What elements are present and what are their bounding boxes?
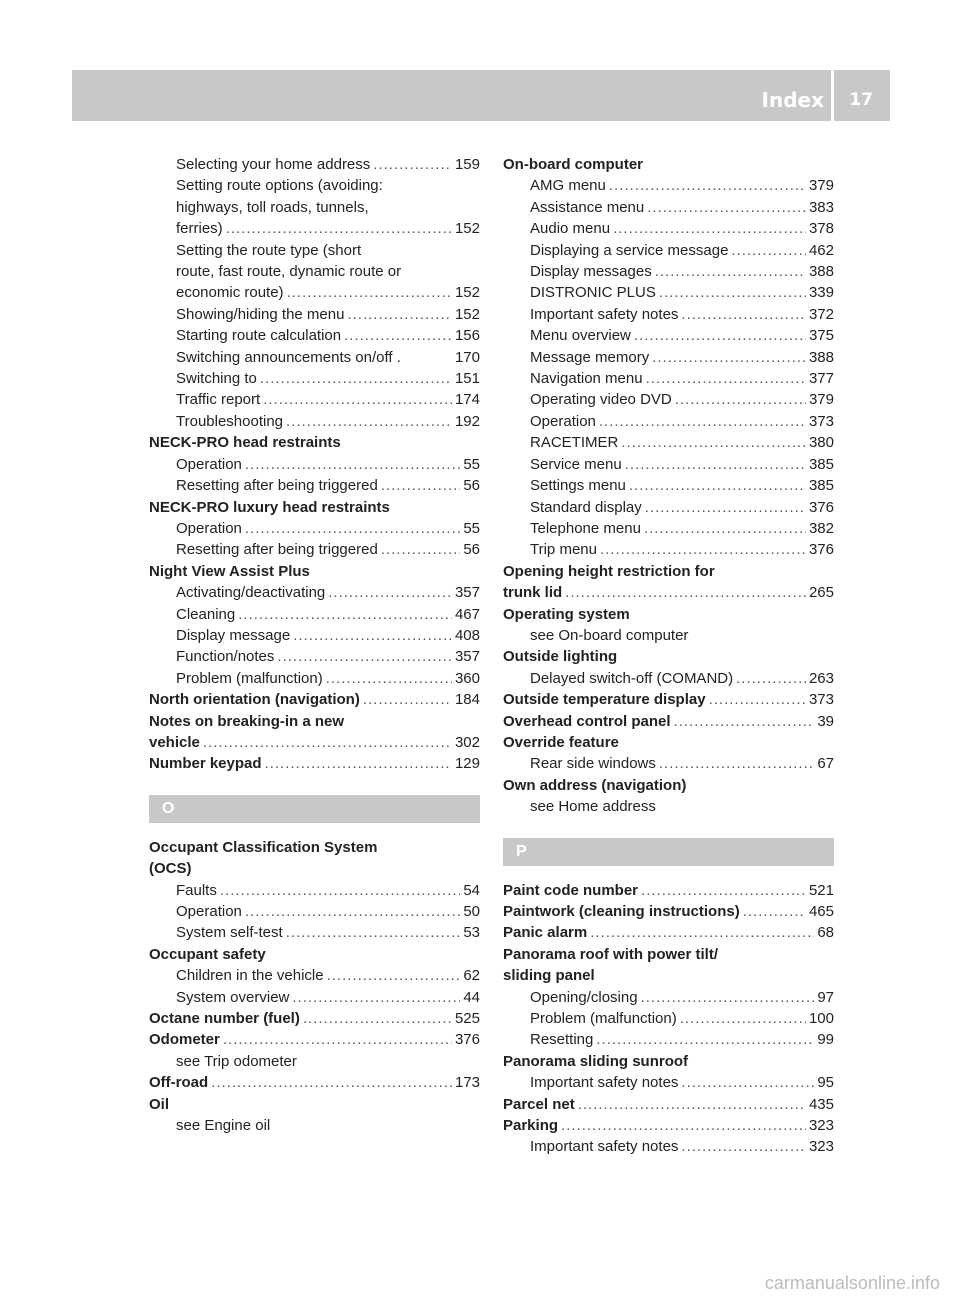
- index-entry: North orientation (navigation) ..... 184: [149, 689, 480, 710]
- index-subentry: Cleaning ..... 467: [149, 604, 480, 625]
- index-subentry: Problem (malfunction) ..... 100: [503, 1008, 834, 1029]
- index-heading: Own address (navigation): [503, 776, 687, 794]
- index-subentry: Resetting after being triggered ..... 56: [149, 539, 480, 560]
- index-subentry: Starting route calculation ..... 156: [149, 325, 480, 346]
- index-subentry: Important safety notes ..... 95: [503, 1072, 834, 1093]
- index-subentry: Navigation menu ..... 377: [503, 368, 834, 389]
- index-subentry: Important safety notes ..... 323: [503, 1136, 834, 1157]
- index-subentry: ferries) ..... 152: [149, 218, 480, 239]
- index-heading: Occupant Classification System: [149, 838, 378, 856]
- index-heading: NECK-PRO head restraints: [149, 434, 341, 452]
- index-subentry: System overview ..... 44: [149, 987, 480, 1008]
- index-subentry: Important safety notes ..... 372: [503, 304, 834, 325]
- index-heading: sliding panel: [503, 967, 595, 985]
- see-reference: see Trip odometer: [176, 1052, 297, 1070]
- index-heading: Operating system: [503, 605, 630, 623]
- index-subentry-line: Setting the route type (short: [176, 241, 362, 259]
- index-subentry: Switching announcements on/off . 170: [176, 348, 480, 366]
- index-subentry: Troubleshooting ..... 192: [149, 411, 480, 432]
- index-entry: Off-road ..... 173: [149, 1072, 480, 1093]
- index-subentry: Operating video DVD ..... 379: [503, 389, 834, 410]
- index-subentry: Problem (malfunction) ..... 360: [149, 668, 480, 689]
- index-subentry: Displaying a service message ..... 462: [503, 240, 834, 261]
- watermark: carmanualsonline.info: [764, 1273, 940, 1293]
- index-subentry: Function/notes ..... 357: [149, 646, 480, 667]
- index-heading: Outside lighting: [503, 648, 618, 666]
- page-number: 17: [849, 90, 873, 110]
- index-entry: Parking ..... 323: [503, 1115, 834, 1136]
- index-heading: Opening height restriction for: [503, 562, 715, 580]
- index-entry: Paint code number ..... 521: [503, 880, 834, 901]
- index-subentry: Showing/hiding the menu ..... 152: [149, 304, 480, 325]
- index-subentry: Faults ..... 54: [149, 880, 480, 901]
- see-reference: see Home address: [530, 798, 656, 816]
- index-column-left: [149, 154, 480, 1136]
- index-entry: Overhead control panel ..... 39: [503, 711, 834, 732]
- index-subentry: Assistance menu ..... 383: [503, 197, 834, 218]
- index-subentry: Rear side windows ..... 67: [503, 753, 834, 774]
- index-entry: Odometer ..... 376: [149, 1029, 480, 1050]
- index-entry: Octane number (fuel) ..... 525: [149, 1008, 480, 1029]
- index-subentry: Menu overview ..... 375: [503, 325, 834, 346]
- index-heading: Oil: [149, 1095, 170, 1113]
- index-subentry: Service menu ..... 385: [503, 454, 834, 475]
- index-subentry: Display messages ..... 388: [503, 261, 834, 282]
- index-subentry: Resetting after being triggered ..... 56: [149, 475, 480, 496]
- header-divider: [831, 70, 834, 121]
- index-entry: Number keypad ..... 129: [149, 753, 480, 774]
- index-subentry: Activating/deactivating ..... 357: [149, 582, 480, 603]
- page-header: [72, 70, 890, 121]
- index-subentry: Selecting your home address ..... 159: [149, 154, 480, 175]
- index-subentry: DISTRONIC PLUS ..... 339: [503, 282, 834, 303]
- index-heading: NECK-PRO luxury head restraints: [149, 498, 390, 516]
- index-subentry: Trip menu ..... 376: [503, 539, 834, 560]
- index-subentry: Traffic report ..... 174: [149, 389, 480, 410]
- index-subentry: System self-test ..... 53: [149, 922, 480, 943]
- index-heading: Notes on breaking-in a new: [149, 712, 345, 730]
- index-subentry: Display message ..... 408: [149, 625, 480, 646]
- index-subentry: Switching to ..... 151: [149, 368, 480, 389]
- index-subentry: Telephone menu ..... 382: [503, 518, 834, 539]
- index-subentry: AMG menu ..... 379: [503, 175, 834, 196]
- index-subentry: Audio menu ..... 378: [503, 218, 834, 239]
- see-reference: see On-board computer: [530, 626, 689, 644]
- see-reference: see Engine oil: [176, 1117, 271, 1135]
- index-column-right: [503, 154, 834, 1158]
- index-subentry: Operation ..... 373: [503, 411, 834, 432]
- index-subentry-line: Setting route options (avoiding:: [176, 177, 383, 195]
- index-subentry-line: route, fast route, dynamic route or: [176, 263, 402, 281]
- index-heading: Night View Assist Plus: [149, 562, 310, 580]
- index-subentry: Delayed switch-off (COMAND) ..... 263: [503, 668, 834, 689]
- letter-divider-o: O: [149, 795, 480, 823]
- index-heading: Panorama sliding sunroof: [503, 1052, 689, 1070]
- index-heading: On-board computer: [503, 156, 644, 173]
- index-subentry: Settings menu ..... 385: [503, 475, 834, 496]
- index-entry: Outside temperature display ..... 373: [503, 689, 834, 710]
- section-title: Index: [761, 88, 824, 112]
- index-subentry: Operation ..... 50: [149, 901, 480, 922]
- index-heading: (OCS): [149, 860, 192, 878]
- index-heading: Override feature: [503, 733, 619, 751]
- index-subentry: Children in the vehicle ..... 62: [149, 965, 480, 986]
- index-subentry: Opening/closing ..... 97: [503, 987, 834, 1008]
- index-subentry: RACETIMER ..... 380: [503, 432, 834, 453]
- index-entry: Paintwork (cleaning instructions) ..... 465: [503, 901, 834, 922]
- index-subentry: Standard display ..... 376: [503, 497, 834, 518]
- index-subentry: economic route) ..... 152: [149, 282, 480, 303]
- index-entry: vehicle ..... 302: [149, 732, 480, 753]
- index-entry: Parcel net ..... 435: [503, 1094, 834, 1115]
- index-subentry: Operation ..... 55: [149, 518, 480, 539]
- index-entry: trunk lid ..... 265: [503, 582, 834, 603]
- index-subentry: Operation ..... 55: [149, 454, 480, 475]
- index-heading: Panorama roof with power tilt/: [503, 945, 719, 963]
- index-subentry: Resetting ..... 99: [503, 1029, 834, 1050]
- index-entry: Panic alarm ..... 68: [503, 922, 834, 943]
- index-heading: Occupant safety: [149, 945, 266, 963]
- index-subentry: Message memory ..... 388: [503, 347, 834, 368]
- letter-divider-p: P: [503, 838, 834, 866]
- index-subentry-line: highways, toll roads, tunnels,: [176, 198, 369, 216]
